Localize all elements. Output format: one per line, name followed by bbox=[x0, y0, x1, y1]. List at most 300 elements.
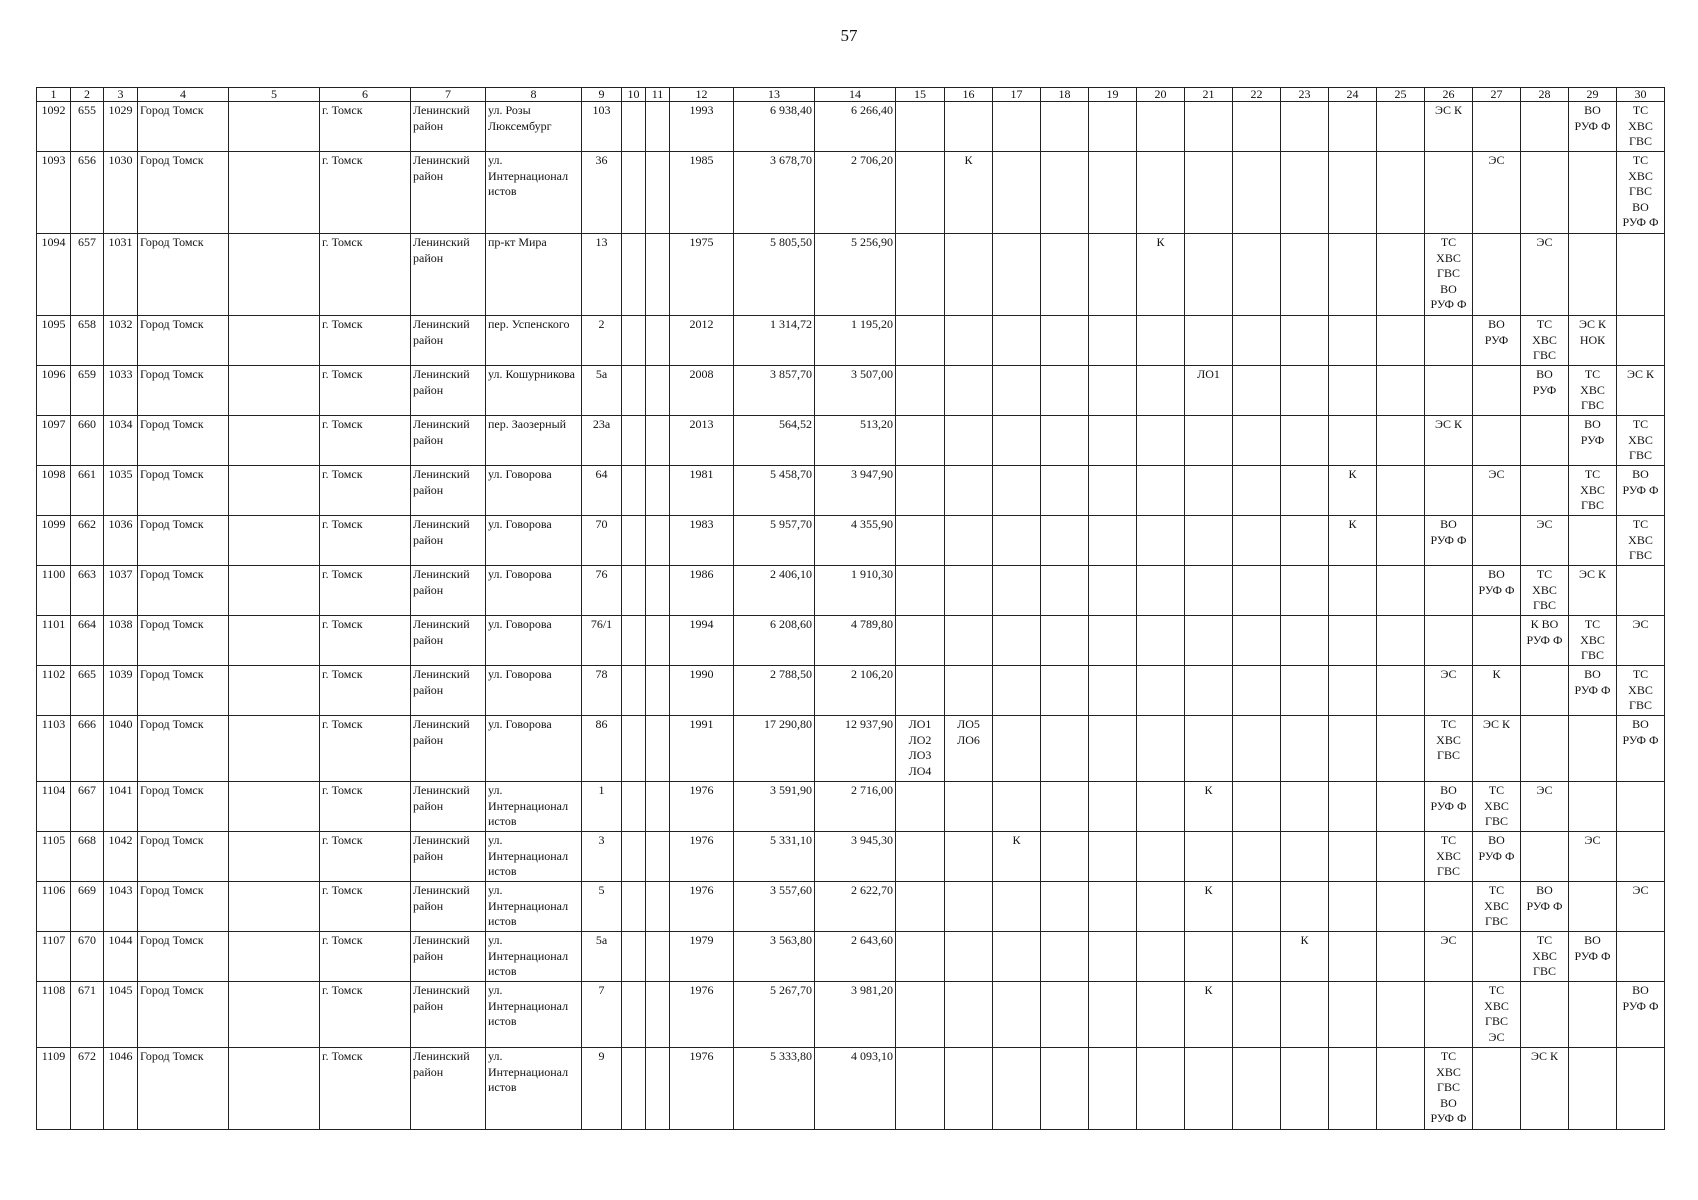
table-cell bbox=[1329, 782, 1377, 832]
table-cell bbox=[993, 316, 1041, 366]
table-cell: Ленинский район bbox=[411, 234, 486, 316]
table-cell bbox=[993, 566, 1041, 616]
column-header: 12 bbox=[670, 88, 734, 102]
table-cell: 3 947,90 bbox=[815, 466, 896, 516]
table-cell bbox=[1281, 234, 1329, 316]
table-cell bbox=[1425, 152, 1473, 234]
table-cell bbox=[993, 516, 1041, 566]
table-cell: ВО РУФ Ф bbox=[1521, 882, 1569, 932]
table-cell bbox=[1137, 666, 1185, 716]
table-cell bbox=[229, 932, 320, 982]
table-cell bbox=[1233, 932, 1281, 982]
table-cell bbox=[1617, 932, 1665, 982]
column-header: 21 bbox=[1185, 88, 1233, 102]
table-cell: 3 557,60 bbox=[734, 882, 815, 932]
table-cell bbox=[1329, 982, 1377, 1048]
table-cell: 1101 bbox=[37, 616, 71, 666]
table-cell bbox=[1233, 152, 1281, 234]
table-cell: 1038 bbox=[104, 616, 138, 666]
table-cell bbox=[1233, 466, 1281, 516]
table-cell: К bbox=[1329, 466, 1377, 516]
table-cell bbox=[1041, 466, 1089, 516]
table-cell: Ленинский район bbox=[411, 982, 486, 1048]
table-cell: Ленинский район bbox=[411, 882, 486, 932]
table-cell: 1097 bbox=[37, 416, 71, 466]
table-cell: 1976 bbox=[670, 982, 734, 1048]
table-cell bbox=[1185, 566, 1233, 616]
table-cell bbox=[229, 566, 320, 616]
table-cell bbox=[229, 366, 320, 416]
table-cell: ТС ХВС ГВС bbox=[1617, 416, 1665, 466]
table-cell: 1985 bbox=[670, 152, 734, 234]
table-cell: ТС ХВС ГВС bbox=[1569, 616, 1617, 666]
table-cell: 1029 bbox=[104, 102, 138, 152]
table-cell bbox=[229, 616, 320, 666]
table-cell bbox=[1233, 782, 1281, 832]
table-cell: ул. Говорова bbox=[486, 716, 582, 782]
table-cell bbox=[1569, 982, 1617, 1048]
table-cell: ул. Интернационал истов bbox=[486, 932, 582, 982]
table-cell: 662 bbox=[71, 516, 104, 566]
table-cell: ТС ХВС ГВС bbox=[1617, 516, 1665, 566]
column-header: 10 bbox=[622, 88, 646, 102]
table-cell: 1039 bbox=[104, 666, 138, 716]
table-cell: 5 bbox=[582, 882, 622, 932]
table-cell: Город Томск bbox=[138, 366, 229, 416]
table-cell: 5 458,70 bbox=[734, 466, 815, 516]
table-cell bbox=[622, 782, 646, 832]
table-cell bbox=[1089, 316, 1137, 366]
table-cell: 1037 bbox=[104, 566, 138, 616]
table-cell: ТС ХВС ГВС bbox=[1617, 666, 1665, 716]
column-header: 27 bbox=[1473, 88, 1521, 102]
table-cell: ЛО1 ЛО2 ЛО3 ЛО4 bbox=[896, 716, 945, 782]
table-cell bbox=[1089, 102, 1137, 152]
table-cell bbox=[1233, 832, 1281, 882]
table-cell bbox=[945, 982, 993, 1048]
table-cell bbox=[1521, 466, 1569, 516]
table-cell: ВО РУФ bbox=[1473, 316, 1521, 366]
table-cell bbox=[229, 982, 320, 1048]
table-cell bbox=[1377, 782, 1425, 832]
table-cell bbox=[896, 416, 945, 466]
table-cell bbox=[1377, 716, 1425, 782]
table-cell: 667 bbox=[71, 782, 104, 832]
table-cell: 2008 bbox=[670, 366, 734, 416]
column-header: 25 bbox=[1377, 88, 1425, 102]
table-cell: г. Томск bbox=[320, 566, 411, 616]
table-cell: К bbox=[1185, 782, 1233, 832]
table-cell: ЭС К bbox=[1425, 416, 1473, 466]
table-cell bbox=[1473, 1048, 1521, 1130]
table-cell: Ленинский район bbox=[411, 832, 486, 882]
table-cell bbox=[945, 102, 993, 152]
table-cell bbox=[1281, 466, 1329, 516]
table-cell bbox=[646, 466, 670, 516]
table-cell: К ВО РУФ Ф bbox=[1521, 616, 1569, 666]
table-cell: 1 bbox=[582, 782, 622, 832]
column-header: 1 bbox=[37, 88, 71, 102]
table-cell bbox=[1617, 782, 1665, 832]
table-cell: 657 bbox=[71, 234, 104, 316]
table-cell: г. Томск bbox=[320, 466, 411, 516]
table-cell: 1103 bbox=[37, 716, 71, 782]
table-cell bbox=[896, 316, 945, 366]
table-cell bbox=[993, 234, 1041, 316]
table-cell: ВО РУФ Ф bbox=[1569, 102, 1617, 152]
table-cell bbox=[1185, 666, 1233, 716]
table-cell bbox=[1089, 516, 1137, 566]
table-cell: ТС ХВС ГВС bbox=[1569, 466, 1617, 516]
table-cell bbox=[896, 1048, 945, 1130]
table-cell: 663 bbox=[71, 566, 104, 616]
table-cell bbox=[1377, 316, 1425, 366]
table-cell bbox=[1137, 516, 1185, 566]
table-cell bbox=[229, 1048, 320, 1130]
table-cell: 13 bbox=[582, 234, 622, 316]
table-cell: 5 256,90 bbox=[815, 234, 896, 316]
table-cell bbox=[646, 234, 670, 316]
table-cell bbox=[1521, 416, 1569, 466]
table-cell: ул. Интернационал истов bbox=[486, 982, 582, 1048]
table-cell: 64 bbox=[582, 466, 622, 516]
table-cell bbox=[646, 366, 670, 416]
table-cell: 1976 bbox=[670, 1048, 734, 1130]
table-cell bbox=[229, 782, 320, 832]
table-cell: ТС ХВС ГВС ВО РУФ Ф bbox=[1617, 152, 1665, 234]
table-cell bbox=[1569, 516, 1617, 566]
table-row bbox=[37, 566, 1665, 616]
table-cell bbox=[229, 882, 320, 932]
table-cell bbox=[646, 102, 670, 152]
table-cell bbox=[1137, 616, 1185, 666]
table-cell bbox=[1137, 832, 1185, 882]
table-cell: 665 bbox=[71, 666, 104, 716]
table-cell: Город Томск bbox=[138, 882, 229, 932]
page-number: 57 bbox=[840, 26, 858, 45]
table-cell bbox=[1137, 1048, 1185, 1130]
table-cell: К bbox=[1473, 666, 1521, 716]
table-cell: 669 bbox=[71, 882, 104, 932]
table-cell: ул. Говорова bbox=[486, 666, 582, 716]
table-cell: К bbox=[945, 152, 993, 234]
table-cell bbox=[1329, 366, 1377, 416]
table-cell bbox=[1521, 716, 1569, 782]
table-cell bbox=[993, 882, 1041, 932]
table-cell bbox=[945, 566, 993, 616]
table-cell: 1104 bbox=[37, 782, 71, 832]
table-cell: 655 bbox=[71, 102, 104, 152]
column-header: 4 bbox=[138, 88, 229, 102]
table-cell: ТС ХВС ГВС bbox=[1521, 316, 1569, 366]
table-cell: 3 981,20 bbox=[815, 982, 896, 1048]
table-cell bbox=[1329, 416, 1377, 466]
table-cell: ул. Интернационал истов bbox=[486, 152, 582, 234]
table-cell bbox=[945, 616, 993, 666]
table-cell: ВО РУФ Ф bbox=[1569, 666, 1617, 716]
table-cell: 1106 bbox=[37, 882, 71, 932]
table-cell: 3 591,90 bbox=[734, 782, 815, 832]
table-cell: ВО РУФ Ф bbox=[1617, 982, 1665, 1048]
table-cell: 1 910,30 bbox=[815, 566, 896, 616]
table-cell bbox=[1137, 932, 1185, 982]
table-cell bbox=[1185, 832, 1233, 882]
table-row bbox=[37, 152, 1665, 234]
table-cell bbox=[646, 1048, 670, 1130]
table-cell: 1032 bbox=[104, 316, 138, 366]
table-row bbox=[37, 416, 1665, 466]
table-row bbox=[37, 882, 1665, 932]
table-cell: 1041 bbox=[104, 782, 138, 832]
table-cell: Город Томск bbox=[138, 466, 229, 516]
table-cell bbox=[1521, 982, 1569, 1048]
column-header: 11 bbox=[646, 88, 670, 102]
table-cell bbox=[993, 782, 1041, 832]
table-cell bbox=[1377, 566, 1425, 616]
table-cell bbox=[1521, 152, 1569, 234]
table-cell bbox=[993, 466, 1041, 516]
table-cell: 70 bbox=[582, 516, 622, 566]
table-cell: 6 266,40 bbox=[815, 102, 896, 152]
table-cell bbox=[1425, 566, 1473, 616]
table-cell: 86 bbox=[582, 716, 622, 782]
table-cell: ВО РУФ Ф bbox=[1473, 832, 1521, 882]
table-cell bbox=[1185, 616, 1233, 666]
table-cell bbox=[622, 832, 646, 882]
table-cell bbox=[945, 932, 993, 982]
table-cell bbox=[622, 102, 646, 152]
table-cell: ЭС bbox=[1425, 932, 1473, 982]
table-cell bbox=[993, 982, 1041, 1048]
table-cell: 1030 bbox=[104, 152, 138, 234]
table-row bbox=[37, 666, 1665, 716]
table-cell bbox=[1233, 102, 1281, 152]
table-cell bbox=[1089, 882, 1137, 932]
table-cell: 5а bbox=[582, 932, 622, 982]
table-cell: 2013 bbox=[670, 416, 734, 466]
table-cell bbox=[622, 516, 646, 566]
table-row bbox=[37, 102, 1665, 152]
table-cell: К bbox=[1281, 932, 1329, 982]
column-header: 24 bbox=[1329, 88, 1377, 102]
table-cell: 1979 bbox=[670, 932, 734, 982]
table-cell: ВО РУФ Ф bbox=[1569, 932, 1617, 982]
table-cell: 672 bbox=[71, 1048, 104, 1130]
table-cell bbox=[1377, 832, 1425, 882]
register-table bbox=[36, 87, 1665, 1130]
table-cell bbox=[1521, 832, 1569, 882]
table-cell bbox=[1377, 516, 1425, 566]
table-cell: 2 406,10 bbox=[734, 566, 815, 616]
table-cell: 1034 bbox=[104, 416, 138, 466]
table-cell bbox=[1329, 102, 1377, 152]
table-cell bbox=[896, 666, 945, 716]
table-cell bbox=[1425, 882, 1473, 932]
table-cell bbox=[1569, 882, 1617, 932]
table-cell bbox=[1041, 102, 1089, 152]
table-cell: 2 643,60 bbox=[815, 932, 896, 982]
table-cell bbox=[945, 366, 993, 416]
table-cell bbox=[622, 982, 646, 1048]
table-cell: 1108 bbox=[37, 982, 71, 1048]
table-cell bbox=[1569, 152, 1617, 234]
table-cell: 660 bbox=[71, 416, 104, 466]
table-cell: Город Томск bbox=[138, 234, 229, 316]
table-body bbox=[37, 102, 1665, 1130]
table-cell: Город Томск bbox=[138, 666, 229, 716]
table-cell: Город Томск bbox=[138, 782, 229, 832]
table-cell bbox=[1569, 716, 1617, 782]
table-cell bbox=[1137, 566, 1185, 616]
table-cell: 1991 bbox=[670, 716, 734, 782]
table-cell bbox=[1425, 466, 1473, 516]
table-cell bbox=[646, 516, 670, 566]
table-cell bbox=[1473, 234, 1521, 316]
table-cell bbox=[1377, 982, 1425, 1048]
table-cell: 1994 bbox=[670, 616, 734, 666]
table-cell: ЭС К bbox=[1473, 716, 1521, 782]
table-cell bbox=[1281, 566, 1329, 616]
table-cell bbox=[1089, 982, 1137, 1048]
table-cell bbox=[1425, 616, 1473, 666]
table-cell: 7 bbox=[582, 982, 622, 1048]
table-cell: 6 208,60 bbox=[734, 616, 815, 666]
table-cell: 4 355,90 bbox=[815, 516, 896, 566]
table-cell bbox=[1089, 466, 1137, 516]
table-cell bbox=[993, 152, 1041, 234]
column-header: 9 bbox=[582, 88, 622, 102]
table-cell bbox=[1137, 716, 1185, 782]
table-cell bbox=[1473, 416, 1521, 466]
table-cell bbox=[1137, 982, 1185, 1048]
table-cell bbox=[1089, 234, 1137, 316]
table-cell bbox=[1281, 1048, 1329, 1130]
table-cell bbox=[1281, 982, 1329, 1048]
table-cell bbox=[1329, 666, 1377, 716]
table-row bbox=[37, 616, 1665, 666]
table-cell: ул. Говорова bbox=[486, 566, 582, 616]
table-cell: Ленинский район bbox=[411, 152, 486, 234]
table-cell: Ленинский район bbox=[411, 566, 486, 616]
table-cell bbox=[1137, 466, 1185, 516]
table-cell bbox=[896, 152, 945, 234]
column-header: 14 bbox=[815, 88, 896, 102]
table-cell: 661 bbox=[71, 466, 104, 516]
table-cell: г. Томск bbox=[320, 234, 411, 316]
table-cell: ТС ХВС ГВС bbox=[1617, 102, 1665, 152]
table-cell: Город Томск bbox=[138, 416, 229, 466]
table-cell bbox=[1137, 782, 1185, 832]
table-cell bbox=[1233, 666, 1281, 716]
table-cell bbox=[1617, 234, 1665, 316]
table-cell: Город Томск bbox=[138, 516, 229, 566]
table-cell bbox=[945, 832, 993, 882]
table-cell bbox=[1569, 234, 1617, 316]
table-cell bbox=[1473, 102, 1521, 152]
table-cell bbox=[646, 932, 670, 982]
table-cell bbox=[1377, 102, 1425, 152]
column-header: 23 bbox=[1281, 88, 1329, 102]
table-cell bbox=[993, 716, 1041, 782]
table-cell bbox=[1041, 234, 1089, 316]
table-cell bbox=[1425, 366, 1473, 416]
table-cell: г. Томск bbox=[320, 152, 411, 234]
table-cell bbox=[1281, 416, 1329, 466]
table-cell: ул. Кошурникова bbox=[486, 366, 582, 416]
table-cell bbox=[1617, 316, 1665, 366]
table-cell bbox=[1281, 152, 1329, 234]
table-cell: 1099 bbox=[37, 516, 71, 566]
table-cell bbox=[1041, 566, 1089, 616]
table-cell bbox=[1137, 152, 1185, 234]
table-cell: К bbox=[1137, 234, 1185, 316]
table-row bbox=[37, 316, 1665, 366]
table-cell bbox=[945, 782, 993, 832]
table-cell: ТС ХВС ГВС ВО РУФ Ф bbox=[1425, 1048, 1473, 1130]
table-cell: ЭС bbox=[1569, 832, 1617, 882]
table-cell: Город Томск bbox=[138, 932, 229, 982]
table-cell bbox=[1041, 716, 1089, 782]
table-cell: 17 290,80 bbox=[734, 716, 815, 782]
table-cell bbox=[622, 366, 646, 416]
table-cell bbox=[1185, 516, 1233, 566]
table-cell: 668 bbox=[71, 832, 104, 882]
table-cell: ул. Интернационал истов bbox=[486, 1048, 582, 1130]
table-cell: ЭС К bbox=[1425, 102, 1473, 152]
table-cell bbox=[1569, 1048, 1617, 1130]
table-cell bbox=[1377, 466, 1425, 516]
table-cell: пер. Успенского bbox=[486, 316, 582, 366]
table-cell bbox=[1041, 152, 1089, 234]
table-cell bbox=[622, 666, 646, 716]
table-cell: 1976 bbox=[670, 832, 734, 882]
table-cell bbox=[1089, 416, 1137, 466]
table-cell: 12 937,90 bbox=[815, 716, 896, 782]
table-cell: 1109 bbox=[37, 1048, 71, 1130]
table-cell bbox=[646, 416, 670, 466]
table-cell: 1976 bbox=[670, 882, 734, 932]
table-cell bbox=[1089, 782, 1137, 832]
table-cell bbox=[945, 516, 993, 566]
table-cell bbox=[1089, 716, 1137, 782]
table-cell bbox=[1425, 982, 1473, 1048]
table-cell: 1045 bbox=[104, 982, 138, 1048]
table-cell: 3 bbox=[582, 832, 622, 882]
column-header: 6 bbox=[320, 88, 411, 102]
table-cell bbox=[229, 102, 320, 152]
table-cell: ул. Говорова bbox=[486, 616, 582, 666]
table-cell: ВО РУФ Ф bbox=[1425, 782, 1473, 832]
table-cell bbox=[1281, 102, 1329, 152]
table-cell: ВО РУФ Ф bbox=[1473, 566, 1521, 616]
table-cell bbox=[229, 416, 320, 466]
table-cell bbox=[1281, 316, 1329, 366]
table-cell: 3 678,70 bbox=[734, 152, 815, 234]
table-cell bbox=[1233, 616, 1281, 666]
table-cell: 4 093,10 bbox=[815, 1048, 896, 1130]
table-cell bbox=[993, 666, 1041, 716]
table-cell bbox=[229, 234, 320, 316]
table-cell: ЭС bbox=[1521, 782, 1569, 832]
table-cell bbox=[1617, 566, 1665, 616]
table-cell bbox=[1233, 882, 1281, 932]
table-cell: Город Томск bbox=[138, 716, 229, 782]
table-cell bbox=[1137, 316, 1185, 366]
table-cell: ЭС bbox=[1617, 616, 1665, 666]
table-cell: Ленинский район bbox=[411, 932, 486, 982]
table-cell bbox=[1233, 366, 1281, 416]
table-cell: 1 314,72 bbox=[734, 316, 815, 366]
